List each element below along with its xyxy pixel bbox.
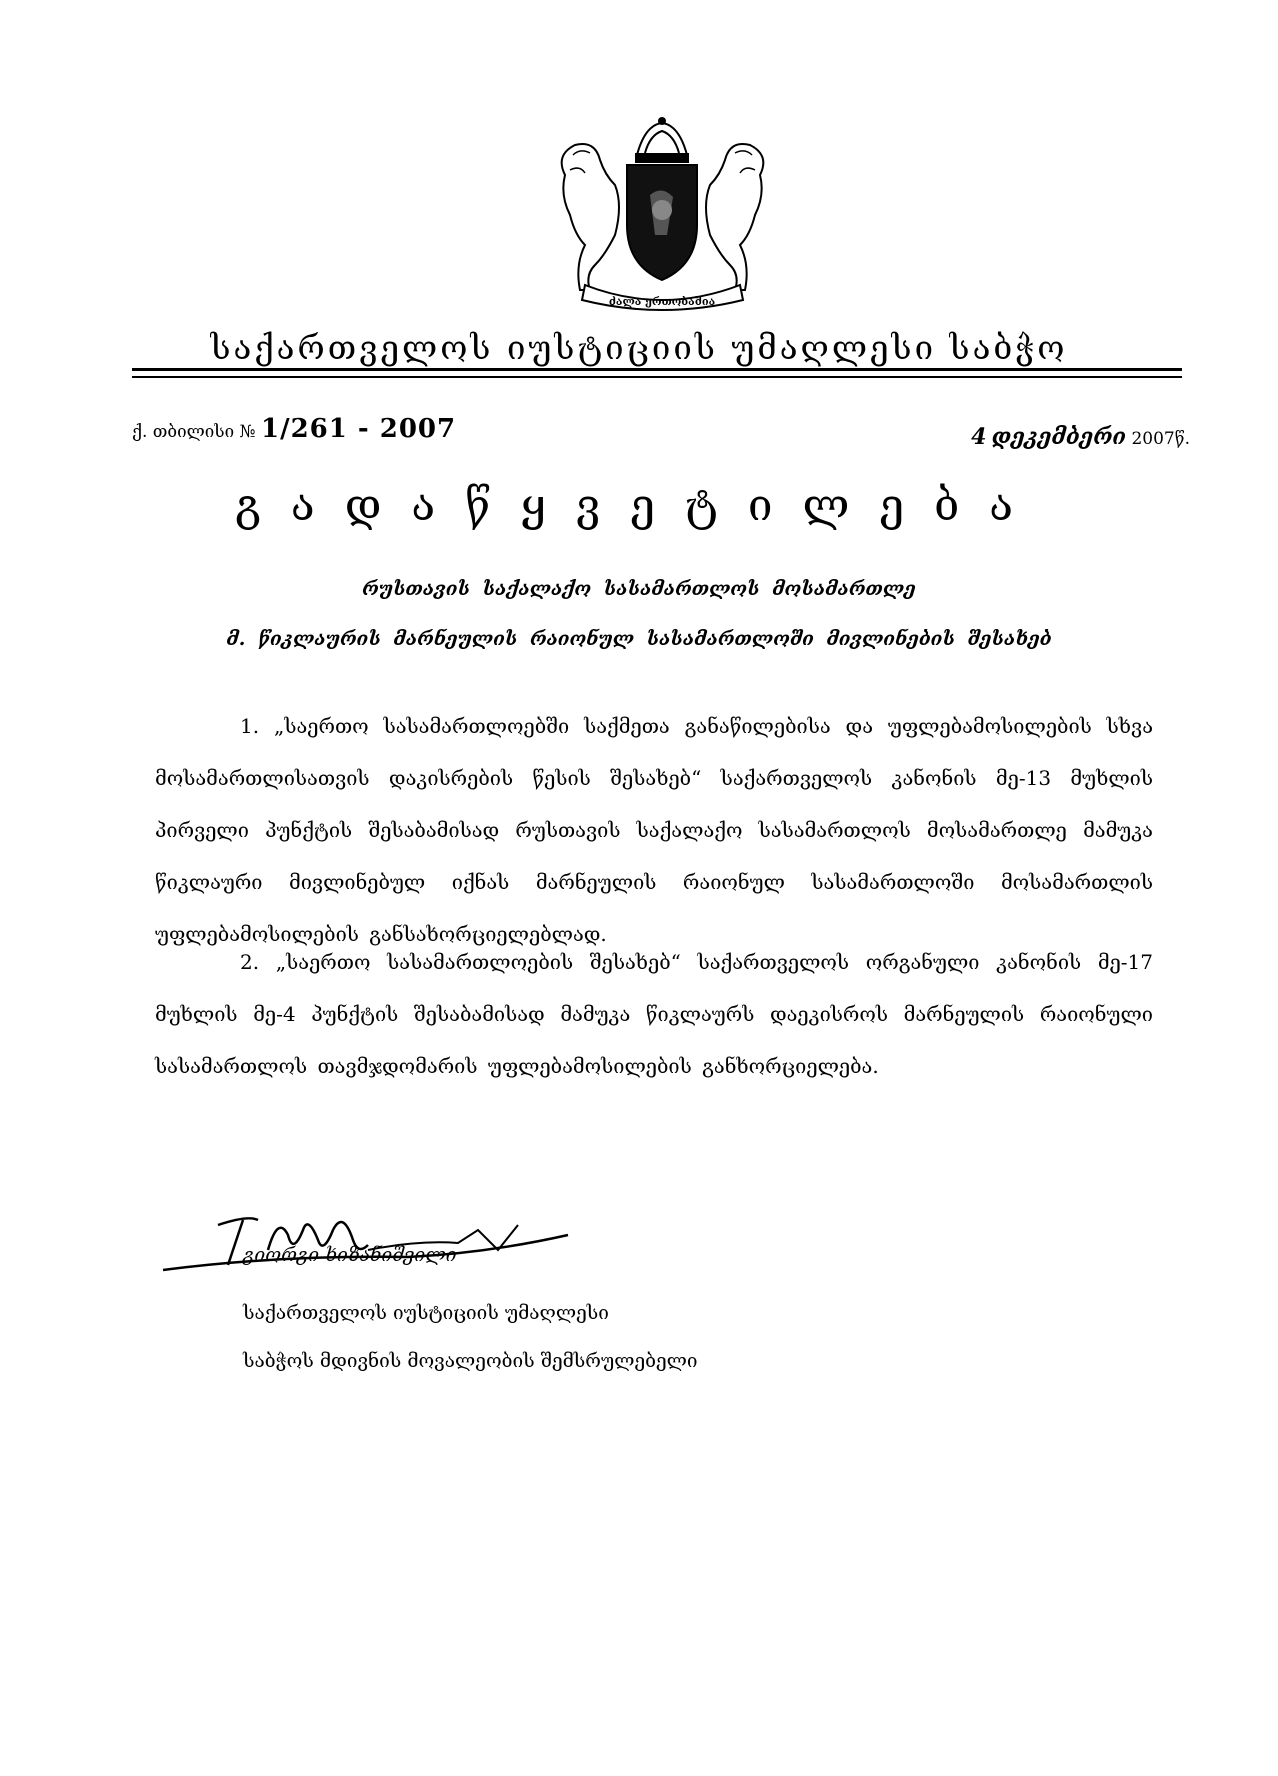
document-number: 1/261 - 2007 [261, 414, 457, 444]
document-date-line [971, 424, 1190, 450]
date-day: 4 [971, 424, 987, 450]
handwritten-signature [158, 1195, 573, 1285]
header-divider-thick [132, 368, 1182, 371]
subject-line-2: მ. წიკლაურის მარნეულის რაიონულ სასამართლოში მივლინების შესახებ [226, 628, 1052, 650]
body-paragraph-2: 2. „საერთო სასამართლოების შესახებ“ საქართველოს ორგანული კანონის მე-17 მუხლის მე-4 პუნქტის შესაბამისად მამუკა წიკლაურს დაეკისროს მარნეულის რაიონული სასამართლოს თავმჯდომარის უფლებამოსილების განხორციელება. [155, 950, 1153, 1078]
subject-line-1: რუსთავის საქალაქო სასამართლოს მოსამართლე [362, 578, 916, 600]
coat-of-arms-emblem [545, 115, 780, 315]
number-prefix: № [239, 422, 256, 442]
document-type-heading: გადაწყვეტილება [234, 480, 1043, 531]
signer-position-line-1: საქართველოს იუსტიციის უმაღლესი [243, 1302, 609, 1324]
date-suffix: წ. [1174, 429, 1190, 449]
signer-name: გიორგი ხიზანიშვილი [243, 1244, 457, 1266]
document-number-line [132, 414, 456, 444]
date-year: 2007 [1131, 429, 1175, 449]
header-divider-thin [132, 376, 1182, 378]
svg-text:ძალა ერთობაშია: ძალა ერთობაშია [608, 295, 716, 308]
city-label: ქ. თბილისი [132, 422, 235, 442]
date-month: დეკემბერი [991, 424, 1127, 450]
signer-position-line-2: საბჭოს მდივნის მოვალეობის შემსრულებელი [243, 1350, 698, 1372]
organization-title: საქართველოს იუსტიციის უმაღლესი საბჭო [210, 328, 1068, 367]
body-paragraph-1: 1. „საერთო სასამართლოებში საქმეთა განაწილებისა და უფლებამოსილების სხვა მოსამართლისათვის დაკისრების წესის შესახებ“ საქართველოს კანონის მე-13 მუხლის პირველი პუნქტის შესაბამისად რუსთავის საქალაქო სასამართლოს მოსამართლე მამუკა წიკლაური მივლინებულ იქნას მარნეულის რაიონულ სასამართლოში მოსამართლის უფლებამოსილების განსახორციელებლად. [155, 714, 1153, 946]
